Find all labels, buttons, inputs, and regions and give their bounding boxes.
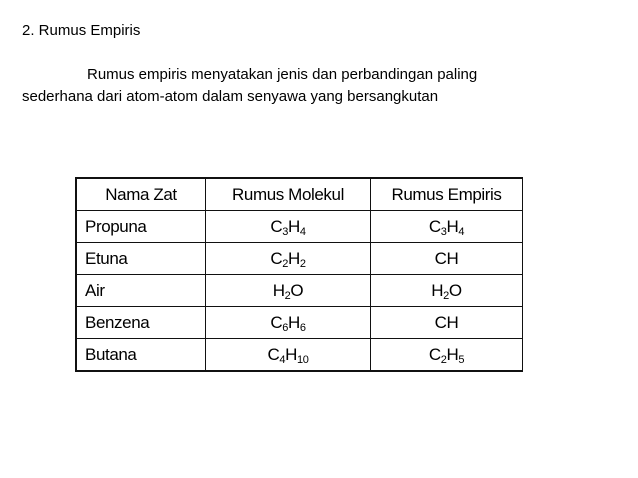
cell-molecular-formula	[206, 275, 371, 307]
table-row	[76, 211, 523, 243]
paragraph-line-2: sederhana dari atom-atom dalam senyawa yang bersangkutan	[22, 88, 439, 105]
cell-substance-name: Air	[76, 275, 206, 307]
formula-element: O	[448, 280, 462, 300]
formula-element: O	[290, 280, 304, 300]
header-nama-zat: Nama Zat	[76, 178, 206, 211]
formula-subscript: 2	[440, 353, 447, 366]
formula-subscript: 4	[299, 225, 306, 238]
definition-paragraph	[22, 64, 582, 108]
table-row	[76, 307, 523, 339]
formula-subscript: 3	[282, 225, 288, 238]
formula-subscript: 6	[282, 321, 288, 334]
formula-element: H	[431, 280, 444, 300]
formula-element: C	[267, 344, 280, 364]
formula-element: H	[446, 216, 459, 236]
formula-element: C	[270, 216, 283, 236]
chemical-formula	[435, 313, 459, 332]
table-row	[76, 339, 523, 372]
cell-substance-name: Etuna	[76, 243, 206, 275]
formula-subscript: 2	[443, 289, 449, 302]
table-body	[76, 211, 523, 372]
formula-element: H	[288, 312, 300, 332]
cell-substance-name: Benzena	[76, 307, 206, 339]
formula-element: H	[272, 280, 285, 300]
chemical-formula	[435, 249, 459, 268]
cell-empirical-formula	[371, 275, 523, 307]
formula-subscript: 6	[299, 321, 306, 334]
formula-element: CH	[434, 312, 459, 332]
formula-element: CH	[434, 248, 459, 268]
formula-subscript: 4	[458, 225, 465, 238]
formula-element: C	[428, 344, 441, 364]
formula-element: H	[288, 248, 300, 268]
chemical-formula	[270, 313, 305, 332]
chemical-formula	[429, 217, 464, 236]
formula-subscript: 4	[279, 353, 286, 366]
formula-element: H	[288, 216, 300, 236]
cell-empirical-formula	[371, 243, 523, 275]
empirical-formula-table	[75, 177, 523, 372]
formula-element: C	[270, 312, 283, 332]
table-row	[76, 243, 523, 275]
formula-subscript: 2	[284, 289, 291, 302]
chemical-formula	[429, 345, 464, 364]
cell-molecular-formula	[206, 243, 371, 275]
chemical-formula	[268, 345, 309, 364]
formula-element: C	[428, 216, 441, 236]
header-rumus-empiris: Rumus Empiris	[371, 178, 523, 211]
table-row	[76, 275, 523, 307]
cell-substance-name: Butana	[76, 339, 206, 372]
cell-molecular-formula	[206, 307, 371, 339]
formula-element: H	[285, 344, 298, 364]
formula-subscript: 2	[282, 257, 288, 270]
cell-empirical-formula	[371, 339, 523, 372]
formula-element: H	[446, 344, 459, 364]
formula-subscript: 3	[440, 225, 447, 238]
cell-empirical-formula	[371, 211, 523, 243]
formula-element: C	[270, 248, 283, 268]
cell-molecular-formula	[206, 211, 371, 243]
header-rumus-molekul: Rumus Molekul	[206, 178, 371, 211]
formula-subscript: 5	[458, 353, 465, 366]
chemical-formula	[270, 249, 305, 268]
formula-subscript: 2	[299, 257, 306, 270]
section-heading: 2. Rumus Empiris	[22, 22, 141, 39]
formula-subscript: 10	[297, 353, 309, 366]
cell-molecular-formula	[206, 339, 371, 372]
table-header-row	[76, 178, 523, 211]
cell-empirical-formula	[371, 307, 523, 339]
chemical-formula	[273, 281, 303, 300]
chemical-formula	[431, 281, 461, 300]
chemical-formula	[270, 217, 305, 236]
cell-substance-name: Propuna	[76, 211, 206, 243]
paragraph-line-1: Rumus empiris menyatakan jenis dan perbandingan paling	[87, 66, 478, 83]
